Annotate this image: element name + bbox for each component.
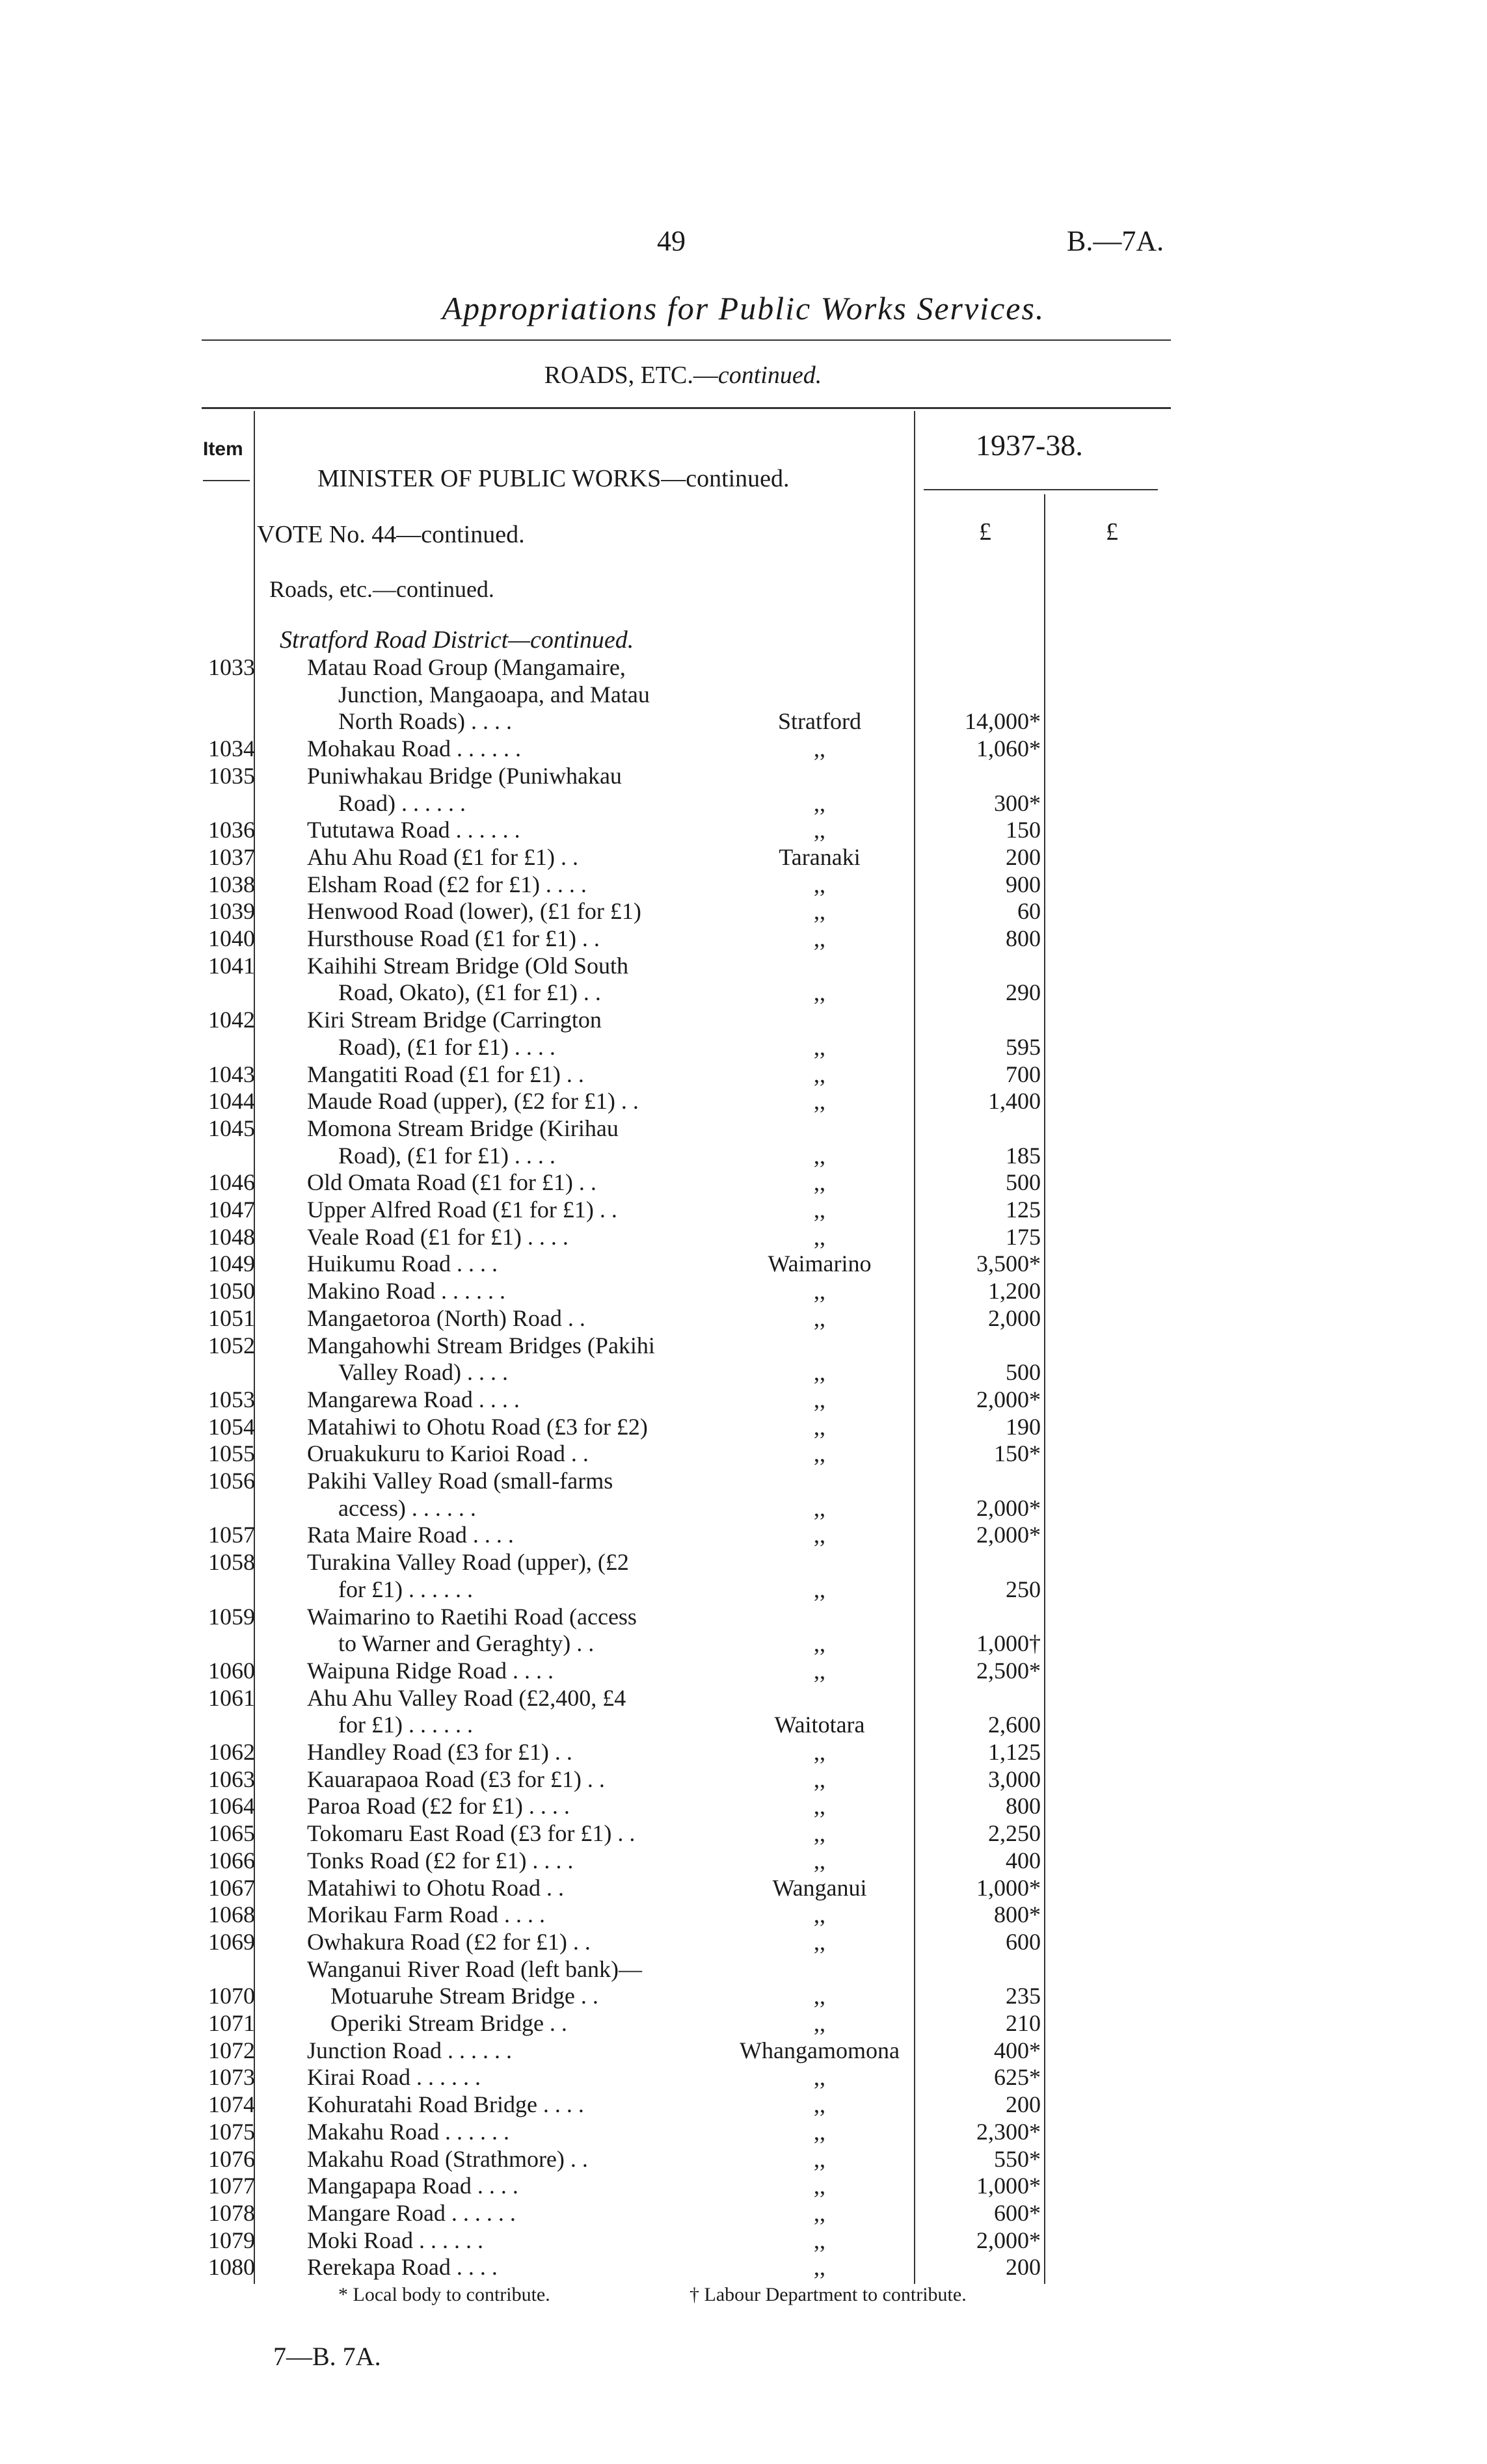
item-description: Matahiwi to Ohotu Road (£3 for £2)	[307, 1413, 648, 1440]
item-amount: 300*	[994, 789, 1041, 816]
item-description: Puniwhakau Bridge (Puniwhakau	[307, 762, 622, 789]
item-district: ,,	[814, 2145, 825, 2172]
item-amount: 3,500*	[976, 1251, 1041, 1277]
item-description: North Roads) . . . .	[338, 708, 512, 735]
item-district: ,,	[814, 1033, 825, 1060]
table-row	[0, 1115, 1487, 1142]
item-description: Kauarapaoa Road (£3 for £1) . .	[307, 1766, 605, 1792]
item-district: ,,	[814, 2227, 825, 2253]
document-reference: B.—7A.	[1067, 225, 1164, 257]
item-amount: 2,000*	[976, 2227, 1041, 2253]
item-number: 1040	[208, 925, 255, 951]
table-row	[0, 1467, 1487, 1494]
item-number: 1080	[208, 2254, 255, 2281]
item-district: ,,	[814, 1278, 825, 1305]
item-description: Old Omata Road (£1 for £1) . .	[307, 1169, 596, 1196]
item-description: Road), (£1 for £1) . . . .	[338, 1142, 556, 1169]
item-district: ,,	[814, 1440, 825, 1467]
item-amount: 1,060*	[976, 735, 1041, 762]
item-number: 1042	[208, 1007, 255, 1033]
item-description: Kaihihi Stream Bridge (Old South	[307, 952, 628, 979]
item-amount: 1,125	[988, 1739, 1041, 1765]
table-row	[0, 2009, 1487, 2037]
item-number: 1056	[208, 1468, 255, 1494]
item-number: 1055	[208, 1440, 255, 1467]
item-number: 1052	[208, 1332, 255, 1358]
section-subtitle	[0, 361, 1366, 390]
year-column-header: 1937-38.	[976, 429, 1083, 462]
item-district: ,,	[814, 1386, 825, 1412]
table-row	[0, 1061, 1487, 1088]
item-district: ,,	[814, 2199, 825, 2226]
table-row	[0, 2037, 1487, 2064]
table-row	[0, 1955, 1487, 1983]
item-number: 1035	[208, 762, 255, 789]
item-description: Kiri Stream Bridge (Carrington	[307, 1007, 602, 1033]
item-description: Mangatiti Road (£1 for £1) . .	[307, 1061, 584, 1087]
item-description: access) . . . . . .	[338, 1494, 476, 1521]
table-row	[0, 925, 1487, 952]
item-amount: 150	[1006, 817, 1041, 843]
item-number: 1057	[208, 1522, 255, 1548]
table-row	[0, 1332, 1487, 1359]
item-district: ,,	[814, 2064, 825, 2091]
vote-heading: VOTE No. 44—continued.	[257, 521, 525, 548]
item-amount: 1,000†	[976, 1630, 1041, 1657]
item-district: ,,	[814, 898, 825, 925]
table-row	[0, 1494, 1487, 1522]
item-amount: 200	[1006, 843, 1041, 870]
item-description: Rata Maire Road . . . .	[307, 1522, 514, 1548]
item-amount: 900	[1006, 871, 1041, 897]
item-district: ,,	[814, 871, 825, 897]
item-district: ,,	[814, 925, 825, 951]
item-number: 1079	[208, 2227, 255, 2253]
table-row	[0, 1576, 1487, 1603]
item-number: 1077	[208, 2173, 255, 2199]
table-row	[0, 2091, 1487, 2118]
table-row	[0, 1548, 1487, 1576]
item-amount: 2,000*	[976, 1522, 1041, 1548]
table-row	[0, 735, 1487, 762]
item-amount: 3,000	[988, 1766, 1041, 1792]
item-district: ,,	[814, 1630, 825, 1657]
item-number: 1067	[208, 1874, 255, 1901]
item-number: 1046	[208, 1169, 255, 1196]
table-row	[0, 1358, 1487, 1386]
footnote-labour-department: † Labour Department to contribute.	[690, 2284, 967, 2305]
item-amount: 2,000*	[976, 1386, 1041, 1412]
item-amount: 125	[1006, 1197, 1041, 1223]
page-title: Appropriations for Public Works Services.	[442, 290, 1045, 326]
item-amount: 60	[1017, 898, 1041, 925]
item-district: Stratford	[778, 708, 861, 735]
table-row	[0, 1033, 1487, 1061]
item-description: Morikau Farm Road . . . .	[307, 1901, 545, 1928]
item-district: ,,	[814, 1088, 825, 1115]
item-district: Taranaki	[779, 843, 861, 870]
item-district: ,,	[814, 1413, 825, 1440]
item-description: Paroa Road (£2 for £1) . . . .	[307, 1793, 570, 1820]
table-row	[0, 2253, 1487, 2281]
item-district: ,,	[814, 2010, 825, 2036]
item-amount: 200	[1006, 2254, 1041, 2281]
item-amount: 210	[1006, 2010, 1041, 2036]
item-number: 1033	[208, 654, 255, 680]
item-number: 1051	[208, 1305, 255, 1331]
table-row	[0, 1386, 1487, 1413]
table-row	[0, 1847, 1487, 1874]
item-number: 1049	[208, 1251, 255, 1277]
item-description: Ahu Ahu Road (£1 for £1) . .	[307, 843, 578, 870]
table-row	[0, 952, 1487, 979]
item-description: Junction, Mangaoapa, and Matau	[338, 681, 650, 708]
item-district: ,,	[814, 979, 825, 1006]
item-district: ,,	[814, 1983, 825, 2009]
table-row	[0, 897, 1487, 925]
sheet-signature: 7—B. 7A.	[273, 2342, 381, 2371]
item-amount: 600	[1006, 1928, 1041, 1955]
item-district: ,,	[814, 735, 825, 762]
year-underline	[924, 489, 1158, 490]
item-description: Huikumu Road . . . .	[307, 1251, 498, 1277]
table-row	[0, 1603, 1487, 1630]
item-district: ,,	[814, 1522, 825, 1548]
item-number: 1039	[208, 898, 255, 925]
table-row	[0, 1738, 1487, 1766]
item-number: 1066	[208, 1847, 255, 1874]
item-number: 1037	[208, 843, 255, 870]
item-number: 1048	[208, 1223, 255, 1250]
item-district: ,,	[814, 1820, 825, 1847]
table-row	[0, 1413, 1487, 1440]
item-number: 1069	[208, 1928, 255, 1955]
item-number: 1060	[208, 1657, 255, 1684]
table-row	[0, 1196, 1487, 1223]
item-district: Waitotara	[774, 1712, 865, 1738]
item-amount: 700	[1006, 1061, 1041, 1087]
item-number: 1074	[208, 2091, 255, 2118]
item-number: 1072	[208, 2037, 255, 2063]
currency-column-1: £	[979, 518, 991, 546]
item-amount: 2,000	[988, 1305, 1041, 1331]
table-row	[0, 1305, 1487, 1332]
item-district: ,,	[814, 1766, 825, 1792]
item-amount: 2,000*	[976, 1494, 1041, 1521]
table-row	[0, 1250, 1487, 1277]
item-description: Matahiwi to Ohotu Road . .	[307, 1874, 564, 1901]
item-description: Momona Stream Bridge (Kirihau	[307, 1115, 619, 1141]
item-amount: 185	[1006, 1142, 1041, 1169]
item-amount: 800	[1006, 925, 1041, 951]
subtitle-continued: continued.	[717, 362, 822, 389]
item-number: 1047	[208, 1197, 255, 1223]
table-row	[0, 1630, 1487, 1657]
item-number: 1034	[208, 735, 255, 762]
table-row	[0, 2172, 1487, 2199]
item-description: Henwood Road (lower), (£1 for £1)	[307, 898, 641, 925]
table-row	[0, 2118, 1487, 2145]
table-row	[0, 1142, 1487, 1169]
item-description: Maude Road (upper), (£2 for £1) . .	[307, 1088, 639, 1115]
item-description: Turakina Valley Road (upper), (£2	[307, 1549, 629, 1576]
table-row	[0, 1006, 1487, 1033]
item-amount: 250	[1006, 1576, 1041, 1602]
item-district: ,,	[814, 1223, 825, 1250]
table-row	[0, 1874, 1487, 1901]
table-row	[0, 1657, 1487, 1684]
item-district: ,,	[814, 1847, 825, 1874]
table-row	[0, 1169, 1487, 1196]
item-district: ,,	[814, 1359, 825, 1386]
item-description: Mangahowhi Stream Bridges (Pakihi	[307, 1332, 655, 1358]
item-description: Owhakura Road (£2 for £1) . .	[307, 1928, 591, 1955]
item-description: Moki Road . . . . . .	[307, 2227, 484, 2253]
title-rule	[202, 339, 1171, 341]
item-number: 1043	[208, 1061, 255, 1087]
item-amount: 290	[1006, 979, 1041, 1006]
table-row	[0, 1711, 1487, 1738]
item-description: Matau Road Group (Mangamaire,	[307, 654, 626, 680]
item-description: Road, Okato), (£1 for £1) . .	[338, 979, 601, 1006]
item-amount: 800*	[994, 1901, 1041, 1928]
item-amount: 400*	[994, 2037, 1041, 2063]
table-row	[0, 1277, 1487, 1305]
item-number: 1070	[208, 1983, 255, 2009]
item-amount: 235	[1006, 1983, 1041, 2009]
item-district: ,,	[814, 1305, 825, 1331]
item-description: to Warner and Geraghty) . .	[338, 1630, 595, 1657]
item-description: Veale Road (£1 for £1) . . . .	[307, 1223, 569, 1250]
item-description: Mohakau Road . . . . . .	[307, 735, 521, 762]
table-row	[0, 1792, 1487, 1820]
item-description: Upper Alfred Road (£1 for £1) . .	[307, 1197, 617, 1223]
district-heading: Stratford Road District—continued.	[280, 626, 634, 654]
table-row	[0, 1521, 1487, 1548]
table-row	[0, 1684, 1487, 1712]
item-district: ,,	[814, 2254, 825, 2281]
item-description: Tututawa Road . . . . . .	[307, 817, 520, 843]
item-description: Tonks Road (£2 for £1) . . . .	[307, 1847, 574, 1874]
item-description: Road) . . . . . .	[338, 789, 466, 816]
item-district: ,,	[814, 1494, 825, 1521]
item-district: Whangamomona	[740, 2037, 900, 2063]
table-row	[0, 2063, 1487, 2091]
item-amount: 1,200	[988, 1278, 1041, 1305]
item-column-header: Item	[203, 438, 243, 460]
item-description: Kirai Road . . . . . .	[307, 2064, 481, 2091]
table-row	[0, 1820, 1487, 1847]
item-district: ,,	[814, 1901, 825, 1928]
item-amount: 14,000*	[965, 708, 1041, 735]
currency-column-2: £	[1106, 518, 1118, 546]
item-district: ,,	[814, 1739, 825, 1765]
item-number: 1036	[208, 817, 255, 843]
item-amount: 500	[1006, 1169, 1041, 1196]
item-number: 1078	[208, 2199, 255, 2226]
item-amount: 175	[1006, 1223, 1041, 1250]
item-number: 1062	[208, 1739, 255, 1765]
item-district: ,,	[814, 1169, 825, 1196]
page-number: 49	[657, 225, 686, 257]
item-amount: 550*	[994, 2145, 1041, 2172]
item-amount: 200	[1006, 2091, 1041, 2118]
item-district: ,,	[814, 1197, 825, 1223]
item-description: Elsham Road (£2 for £1) . . . .	[307, 871, 587, 897]
item-number: 1050	[208, 1278, 255, 1305]
table-row	[0, 871, 1487, 898]
item-description: Pakihi Valley Road (small-farms	[307, 1468, 613, 1494]
table-row	[0, 1223, 1487, 1251]
footnote-local-body: * Local body to contribute.	[338, 2284, 550, 2305]
item-number: 1061	[208, 1684, 255, 1711]
item-district: ,,	[814, 817, 825, 843]
item-district: Waimarino	[768, 1251, 872, 1277]
item-description: Ahu Ahu Valley Road (£2,400, £4	[307, 1684, 626, 1711]
item-amount: 800	[1006, 1793, 1041, 1820]
item-number: 1045	[208, 1115, 255, 1141]
table-row	[0, 1928, 1487, 1955]
item-number: 1038	[208, 871, 255, 897]
item-amount: 1,400	[988, 1088, 1041, 1115]
item-amount: 2,250	[988, 1820, 1041, 1847]
item-amount: 625*	[994, 2064, 1041, 2091]
item-amount: 2,500*	[976, 1657, 1041, 1684]
item-underline	[203, 480, 250, 481]
item-description: for £1) . . . . . .	[338, 1576, 473, 1602]
table-row	[0, 1440, 1487, 1467]
item-number: 1068	[208, 1901, 255, 1928]
minister-heading: MINISTER OF PUBLIC WORKS—continued.	[317, 465, 790, 492]
table-row	[0, 762, 1487, 789]
item-amount: 600*	[994, 2199, 1041, 2226]
item-description: Hursthouse Road (£1 for £1) . .	[307, 925, 600, 951]
table-row	[0, 1087, 1487, 1115]
item-description: Kohuratahi Road Bridge . . . .	[307, 2091, 584, 2118]
item-description: Operiki Stream Bridge . .	[330, 2010, 567, 2036]
subtitle-main: ROADS, ETC.—	[544, 362, 718, 389]
item-number: 1058	[208, 1549, 255, 1576]
table-row	[0, 2145, 1487, 2173]
item-district: ,,	[814, 789, 825, 816]
item-description: Mangaetoroa (North) Road . .	[307, 1305, 585, 1331]
item-description: Tokomaru East Road (£3 for £1) . .	[307, 1820, 636, 1847]
item-number: 1065	[208, 1820, 255, 1847]
table-row	[0, 843, 1487, 871]
item-description: Motuaruhe Stream Bridge . .	[330, 1983, 598, 2009]
item-description: for £1) . . . . . .	[338, 1712, 473, 1738]
item-district: ,,	[814, 2173, 825, 2199]
table-row	[0, 979, 1487, 1006]
item-number: 1044	[208, 1088, 255, 1115]
table-row	[0, 708, 1487, 735]
item-description: Makahu Road (Strathmore) . .	[307, 2145, 588, 2172]
item-number: 1063	[208, 1766, 255, 1792]
item-amount: 190	[1006, 1413, 1041, 1440]
table-row	[0, 1901, 1487, 1928]
item-amount: 400	[1006, 1847, 1041, 1874]
item-amount: 2,600	[988, 1712, 1041, 1738]
item-district: ,,	[814, 1576, 825, 1602]
item-amount: 500	[1006, 1359, 1041, 1386]
item-district: ,,	[814, 1142, 825, 1169]
item-amount: 150*	[994, 1440, 1041, 1467]
item-district: Wanganui	[772, 1874, 867, 1901]
item-number: 1041	[208, 952, 255, 979]
item-number: 1059	[208, 1603, 255, 1630]
table-row	[0, 1982, 1487, 2009]
item-description: Valley Road) . . . .	[338, 1359, 508, 1386]
table-row	[0, 816, 1487, 843]
item-description: Makahu Road . . . . . .	[307, 2118, 509, 2145]
item-number: 1054	[208, 1413, 255, 1440]
item-district: ,,	[814, 1793, 825, 1820]
item-description: Road), (£1 for £1) . . . .	[338, 1033, 556, 1060]
item-number: 1075	[208, 2118, 255, 2145]
item-district: ,,	[814, 2118, 825, 2145]
table-top-rule	[202, 407, 1171, 409]
item-number: 1071	[208, 2010, 255, 2036]
table-row	[0, 789, 1487, 817]
item-description: Mangapapa Road . . . .	[307, 2173, 518, 2199]
item-district: ,,	[814, 2091, 825, 2118]
table-row	[0, 1766, 1487, 1793]
item-number: 1064	[208, 1793, 255, 1820]
item-description: Makino Road . . . . . .	[307, 1278, 505, 1305]
item-description: Waimarino to Raetihi Road (access	[307, 1603, 637, 1630]
table-row	[0, 2199, 1487, 2227]
item-description: Mangare Road . . . . . .	[307, 2199, 516, 2226]
item-amount: 595	[1006, 1033, 1041, 1060]
item-description: Wanganui River Road (left bank)—	[307, 1955, 642, 1982]
roads-subheading: Roads, etc.—continued.	[269, 576, 494, 602]
item-district: ,,	[814, 1928, 825, 1955]
item-description: Handley Road (£3 for £1) . .	[307, 1739, 572, 1765]
item-description: Waipuna Ridge Road . . . .	[307, 1657, 554, 1684]
table-row	[0, 2227, 1487, 2254]
item-description: Rerekapa Road . . . .	[307, 2254, 498, 2281]
item-number: 1073	[208, 2064, 255, 2091]
item-description: Mangarewa Road . . . .	[307, 1386, 520, 1412]
item-number: 1076	[208, 2145, 255, 2172]
item-number: 1053	[208, 1386, 255, 1412]
item-district: ,,	[814, 1657, 825, 1684]
item-amount: 2,300*	[976, 2118, 1041, 2145]
item-amount: 1,000*	[976, 2173, 1041, 2199]
table-row	[0, 681, 1487, 708]
item-amount: 1,000*	[976, 1874, 1041, 1901]
item-description: Junction Road . . . . . .	[307, 2037, 512, 2063]
item-description: Oruakukuru to Karioi Road . .	[307, 1440, 589, 1467]
item-district: ,,	[814, 1061, 825, 1087]
table-row	[0, 654, 1487, 681]
